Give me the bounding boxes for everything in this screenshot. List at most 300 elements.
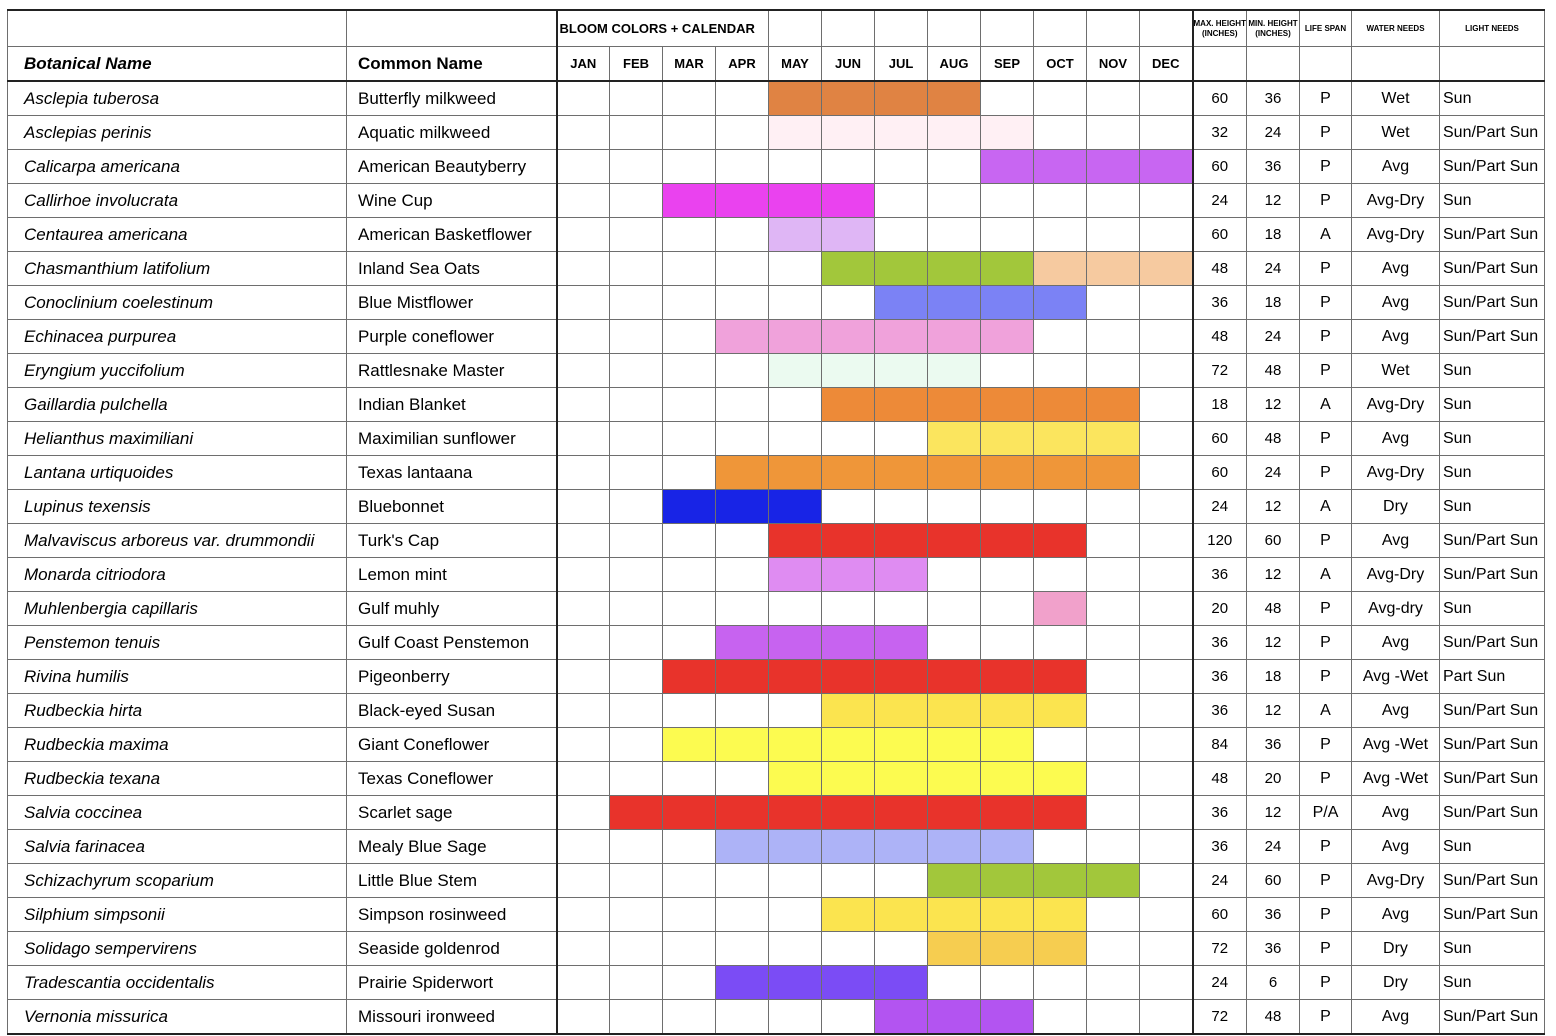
bloom-cell-dec [1140,150,1193,184]
bloom-cell-sep [981,456,1034,490]
month-header-nov: NOV [1087,47,1140,82]
botanical-name-cell: Helianthus maximiliani [8,422,347,456]
bloom-cell-feb [610,456,663,490]
bloom-cell-may [769,81,822,116]
bloom-cell-jul [875,388,928,422]
water-needs-cell: Avg [1352,252,1440,286]
min-height-cell: 48 [1247,354,1300,388]
bloom-cell-mar [663,660,716,694]
table-row [8,762,1545,796]
header-cell-blank [1352,47,1440,82]
life-span-cell: P [1300,81,1352,116]
bloom-cell-jul [875,490,928,524]
bloom-cell-oct [1034,116,1087,150]
bloom-cell-may [769,592,822,626]
bloom-cell-sep [981,932,1034,966]
bloom-cell-dec [1140,218,1193,252]
max-height-cell: 60 [1193,81,1247,116]
bloom-cell-nov [1087,252,1140,286]
life-span-cell: A [1300,388,1352,422]
bloom-cell-jun [822,354,875,388]
common-name-cell: Pigeonberry [347,660,557,694]
max-height-cell: 36 [1193,694,1247,728]
common-name-cell: Seaside goldenrod [347,932,557,966]
life-span-cell: A [1300,490,1352,524]
bloom-cell-mar [663,320,716,354]
botanical-name-cell: Echinacea purpurea [8,320,347,354]
bloom-cell-nov [1087,660,1140,694]
max-height-cell: 84 [1193,728,1247,762]
max-height-cell: 60 [1193,422,1247,456]
bloom-cell-dec [1140,694,1193,728]
table-row [8,728,1545,762]
min-height-cell: 24 [1247,830,1300,864]
month-header-jan: JAN [557,47,610,82]
bloom-cell-nov [1087,218,1140,252]
bloom-cell-may [769,218,822,252]
bloom-cell-jun [822,218,875,252]
common-name-cell: Little Blue Stem [347,864,557,898]
max-height-cell: 48 [1193,320,1247,354]
bloom-cell-jan [557,184,610,218]
bloom-cell-aug [928,592,981,626]
bloom-cell-aug [928,694,981,728]
bloom-cell-nov [1087,830,1140,864]
light-needs-cell: Sun [1440,830,1545,864]
max-height-cell: 48 [1193,252,1247,286]
bloom-cell-mar [663,592,716,626]
header-cell-blank [1300,47,1352,82]
water-needs-cell: Avg [1352,898,1440,932]
bloom-cell-feb [610,320,663,354]
bloom-cell-nov [1087,422,1140,456]
bloom-cell-nov [1087,626,1140,660]
life-span-cell: P [1300,728,1352,762]
max-height-cell: 60 [1193,150,1247,184]
bloom-cell-dec [1140,116,1193,150]
bloom-calendar-table [7,9,1545,1035]
table-row [8,81,1545,116]
life-span-cell: P [1300,524,1352,558]
bloom-cell-sep [981,694,1034,728]
bloom-cell-aug [928,796,981,830]
bloom-cell-aug [928,1000,981,1035]
table-row [8,422,1545,456]
botanical-name-cell: Salvia farinacea [8,830,347,864]
bloom-cell-jun [822,81,875,116]
bloom-cell-jul [875,626,928,660]
light-needs-cell: Sun/Part Sun [1440,626,1545,660]
min-height-cell: 36 [1247,81,1300,116]
bloom-cell-jan [557,354,610,388]
botanical-name-cell: Penstemon tenuis [8,626,347,660]
min-height-cell: 36 [1247,932,1300,966]
life-span-cell: P [1300,116,1352,150]
common-name-cell: Lemon mint [347,558,557,592]
table-row [8,830,1545,864]
light-needs-cell: Sun [1440,184,1545,218]
bloom-cell-nov [1087,524,1140,558]
bloom-cell-oct [1034,252,1087,286]
light-needs-cell: Sun [1440,81,1545,116]
bloom-cell-nov [1087,898,1140,932]
bloom-cell-nov [1087,932,1140,966]
light-needs-cell: Sun/Part Sun [1440,116,1545,150]
bloom-cell-jun [822,762,875,796]
bloom-cell-feb [610,694,663,728]
bloom-cell-aug [928,184,981,218]
water-needs-cell: Avg [1352,524,1440,558]
min-height-cell: 12 [1247,184,1300,218]
botanical-name-cell: Silphium simpsonii [8,898,347,932]
bloom-cell-jan [557,762,610,796]
botanical-name-cell: Vernonia missurica [8,1000,347,1035]
common-name-cell: American Beautyberry [347,150,557,184]
month-header-dec: DEC [1140,47,1193,82]
water-needs-cell: Avg-Dry [1352,864,1440,898]
bloom-cell-jul [875,286,928,320]
botanical-name-cell: Calicarpa americana [8,150,347,184]
bloom-cell-mar [663,218,716,252]
min-height-cell: 24 [1247,116,1300,150]
water-needs-cell: Avg [1352,796,1440,830]
light-needs-cell: Sun [1440,490,1545,524]
bloom-cell-jun [822,524,875,558]
bloom-cell-oct [1034,422,1087,456]
bloom-cell-jun [822,116,875,150]
water-needs-cell: Avg [1352,422,1440,456]
bloom-cell-apr [716,116,769,150]
common-name-cell: Butterfly milkweed [347,81,557,116]
bloom-cell-nov [1087,558,1140,592]
water-needs-cell: Avg -Wet [1352,660,1440,694]
bloom-cell-sep [981,558,1034,592]
bloom-cell-sep [981,252,1034,286]
bloom-cell-sep [981,81,1034,116]
bloom-cell-jul [875,592,928,626]
bloom-cell-mar [663,150,716,184]
botanical-name-cell: Solidago sempervirens [8,932,347,966]
water-needs-cell: Avg [1352,286,1440,320]
life-span-cell: P [1300,898,1352,932]
min-height-cell: 12 [1247,490,1300,524]
life-span-cell: P [1300,660,1352,694]
life-span-cell: A [1300,694,1352,728]
header-cell-blank [981,10,1034,47]
bloom-cell-apr [716,966,769,1000]
bloom-cell-feb [610,728,663,762]
month-header-feb: FEB [610,47,663,82]
bloom-cell-dec [1140,81,1193,116]
water-needs-cell: Avg -Wet [1352,728,1440,762]
common-name-cell: Wine Cup [347,184,557,218]
bloom-cell-apr [716,558,769,592]
bloom-cell-apr [716,626,769,660]
bloom-cell-nov [1087,762,1140,796]
bloom-cell-oct [1034,218,1087,252]
bloom-cell-jan [557,932,610,966]
max-height-cell: 120 [1193,524,1247,558]
common-name-cell: Turk's Cap [347,524,557,558]
bloom-cell-may [769,694,822,728]
table-row [8,286,1545,320]
bloom-cell-apr [716,864,769,898]
water-needs-cell: Avg-Dry [1352,456,1440,490]
light-needs-cell: Sun/Part Sun [1440,286,1545,320]
bloom-cell-aug [928,524,981,558]
common-name-cell: Bluebonnet [347,490,557,524]
bloom-cell-jun [822,728,875,762]
table-row [8,932,1545,966]
bloom-cell-feb [610,830,663,864]
header-cell-blank [1087,10,1140,47]
common-name-cell: Maximilian sunflower [347,422,557,456]
bloom-cell-oct [1034,694,1087,728]
max-height-cell: 24 [1193,490,1247,524]
bloom-cell-apr [716,1000,769,1035]
bloom-cell-mar [663,81,716,116]
bloom-cell-jul [875,558,928,592]
common-name-cell: Inland Sea Oats [347,252,557,286]
bloom-cell-mar [663,184,716,218]
max-height-cell: 36 [1193,796,1247,830]
bloom-cell-dec [1140,524,1193,558]
bloom-cell-dec [1140,184,1193,218]
bloom-cell-apr [716,592,769,626]
min-height-cell: 60 [1247,864,1300,898]
bloom-cell-may [769,286,822,320]
bloom-cell-nov [1087,694,1140,728]
water-needs-cell: Wet [1352,81,1440,116]
bloom-cell-mar [663,456,716,490]
bloom-cell-aug [928,898,981,932]
month-header-jun: JUN [822,47,875,82]
bloom-cell-oct [1034,456,1087,490]
bloom-cell-aug [928,286,981,320]
month-header-oct: OCT [1034,47,1087,82]
bloom-cell-jul [875,694,928,728]
bloom-cell-oct [1034,558,1087,592]
water-needs-cell: Avg-Dry [1352,218,1440,252]
bloom-cell-may [769,830,822,864]
bloom-cell-dec [1140,796,1193,830]
min-height-cell: 60 [1247,524,1300,558]
table-row [8,320,1545,354]
bloom-cell-oct [1034,864,1087,898]
bloom-cell-sep [981,762,1034,796]
bloom-cell-jan [557,1000,610,1035]
bloom-cell-sep [981,864,1034,898]
bloom-cell-nov [1087,116,1140,150]
bloom-cell-feb [610,932,663,966]
table-row [8,592,1545,626]
bloom-cell-aug [928,864,981,898]
light-needs-cell: Sun/Part Sun [1440,320,1545,354]
botanical-name-cell: Rivina humilis [8,660,347,694]
bloom-cell-aug [928,81,981,116]
water-needs-cell: Dry [1352,966,1440,1000]
bloom-cell-oct [1034,728,1087,762]
bloom-cell-oct [1034,660,1087,694]
life-span-cell: P [1300,150,1352,184]
header-cell-blank [1440,47,1545,82]
common-name-cell: Texas Coneflower [347,762,557,796]
bloom-cell-jun [822,490,875,524]
bloom-cell-feb [610,558,663,592]
bloom-cell-apr [716,490,769,524]
bloom-cell-dec [1140,558,1193,592]
common-name-cell: Texas lantaana [347,456,557,490]
bloom-cell-jun [822,796,875,830]
life-span-header: LIFE SPAN [1300,10,1352,47]
min-height-cell: 24 [1247,456,1300,490]
bloom-cell-jun [822,558,875,592]
common-name-cell: Blue Mistflower [347,286,557,320]
max-height-cell: 60 [1193,456,1247,490]
max-height-cell: 24 [1193,864,1247,898]
bloom-cell-may [769,864,822,898]
bloom-cell-may [769,184,822,218]
bloom-cell-oct [1034,626,1087,660]
life-span-cell: P [1300,864,1352,898]
bloom-cell-mar [663,252,716,286]
header-cell-blank [347,10,557,47]
bloom-cell-apr [716,762,769,796]
min-height-cell: 18 [1247,286,1300,320]
bloom-cell-apr [716,252,769,286]
botanical-name-header: Botanical Name [8,47,347,82]
bloom-cell-dec [1140,422,1193,456]
life-span-cell: P [1300,422,1352,456]
bloom-cell-may [769,320,822,354]
header-cell-blank [8,10,347,47]
bloom-cell-apr [716,898,769,932]
min-height-cell: 36 [1247,898,1300,932]
bloom-cell-jul [875,150,928,184]
bloom-cell-jul [875,898,928,932]
botanical-name-cell: Lantana urtiquoides [8,456,347,490]
bloom-cell-dec [1140,898,1193,932]
bloom-cell-mar [663,1000,716,1035]
botanical-name-cell: Chasmanthium latifolium [8,252,347,286]
bloom-cell-sep [981,354,1034,388]
min-height-cell: 18 [1247,218,1300,252]
bloom-cell-jul [875,966,928,1000]
bloom-cell-dec [1140,864,1193,898]
bloom-cell-may [769,796,822,830]
botanical-name-cell: Salvia coccinea [8,796,347,830]
light-needs-cell: Sun [1440,932,1545,966]
bloom-cell-may [769,626,822,660]
min-height-cell: 24 [1247,252,1300,286]
max-height-cell: 48 [1193,762,1247,796]
bloom-cell-may [769,116,822,150]
bloom-cell-oct [1034,150,1087,184]
bloom-cell-aug [928,762,981,796]
bloom-cell-sep [981,830,1034,864]
bloom-cell-sep [981,898,1034,932]
common-name-header: Common Name [347,47,557,82]
table-row [8,966,1545,1000]
bloom-cell-jan [557,898,610,932]
botanical-name-cell: Centaurea americana [8,218,347,252]
botanical-name-cell: Lupinus texensis [8,490,347,524]
bloom-cell-jul [875,728,928,762]
bloom-cell-dec [1140,830,1193,864]
bloom-cell-dec [1140,252,1193,286]
bloom-cell-jul [875,762,928,796]
bloom-cell-mar [663,932,716,966]
bloom-cell-oct [1034,81,1087,116]
life-span-cell: P [1300,626,1352,660]
botanical-name-cell: Gaillardia pulchella [8,388,347,422]
month-header-mar: MAR [663,47,716,82]
bloom-cell-mar [663,286,716,320]
bloom-cell-sep [981,116,1034,150]
bloom-cell-jun [822,456,875,490]
bloom-cell-jan [557,524,610,558]
min-height-cell: 48 [1247,592,1300,626]
bloom-cell-jan [557,660,610,694]
bloom-cell-feb [610,796,663,830]
bloom-cell-jun [822,864,875,898]
light-needs-cell: Sun/Part Sun [1440,558,1545,592]
bloom-cell-jan [557,592,610,626]
header-row-top [8,10,1545,47]
bloom-cell-mar [663,728,716,762]
bloom-cell-feb [610,524,663,558]
life-span-cell: P [1300,830,1352,864]
light-needs-cell: Sun [1440,966,1545,1000]
bloom-cell-apr [716,796,769,830]
bloom-cell-jul [875,81,928,116]
bloom-cell-oct [1034,898,1087,932]
bloom-cell-sep [981,626,1034,660]
bloom-cell-feb [610,762,663,796]
bloom-cell-sep [981,660,1034,694]
bloom-cell-sep [981,524,1034,558]
bloom-cell-oct [1034,966,1087,1000]
bloom-cell-sep [981,422,1034,456]
bloom-cell-jul [875,864,928,898]
bloom-cell-sep [981,388,1034,422]
bloom-cell-jun [822,320,875,354]
bloom-cell-nov [1087,592,1140,626]
bloom-cell-jul [875,1000,928,1035]
bloom-cell-mar [663,796,716,830]
bloom-cell-aug [928,932,981,966]
bloom-cell-jul [875,796,928,830]
common-name-cell: Simpson rosinweed [347,898,557,932]
header-cell-blank [1247,47,1300,82]
common-name-cell: Scarlet sage [347,796,557,830]
min-height-cell: 48 [1247,422,1300,456]
bloom-cell-jun [822,932,875,966]
life-span-cell: P [1300,966,1352,1000]
table-row [8,490,1545,524]
water-needs-cell: Avg [1352,150,1440,184]
bloom-cell-apr [716,660,769,694]
bloom-cell-feb [610,898,663,932]
bloom-cell-jun [822,150,875,184]
bloom-cell-oct [1034,388,1087,422]
bloom-cell-apr [716,694,769,728]
bloom-cell-may [769,932,822,966]
light-needs-cell: Sun [1440,388,1545,422]
water-needs-cell: Dry [1352,932,1440,966]
light-needs-cell: Sun [1440,456,1545,490]
bloom-cell-may [769,728,822,762]
